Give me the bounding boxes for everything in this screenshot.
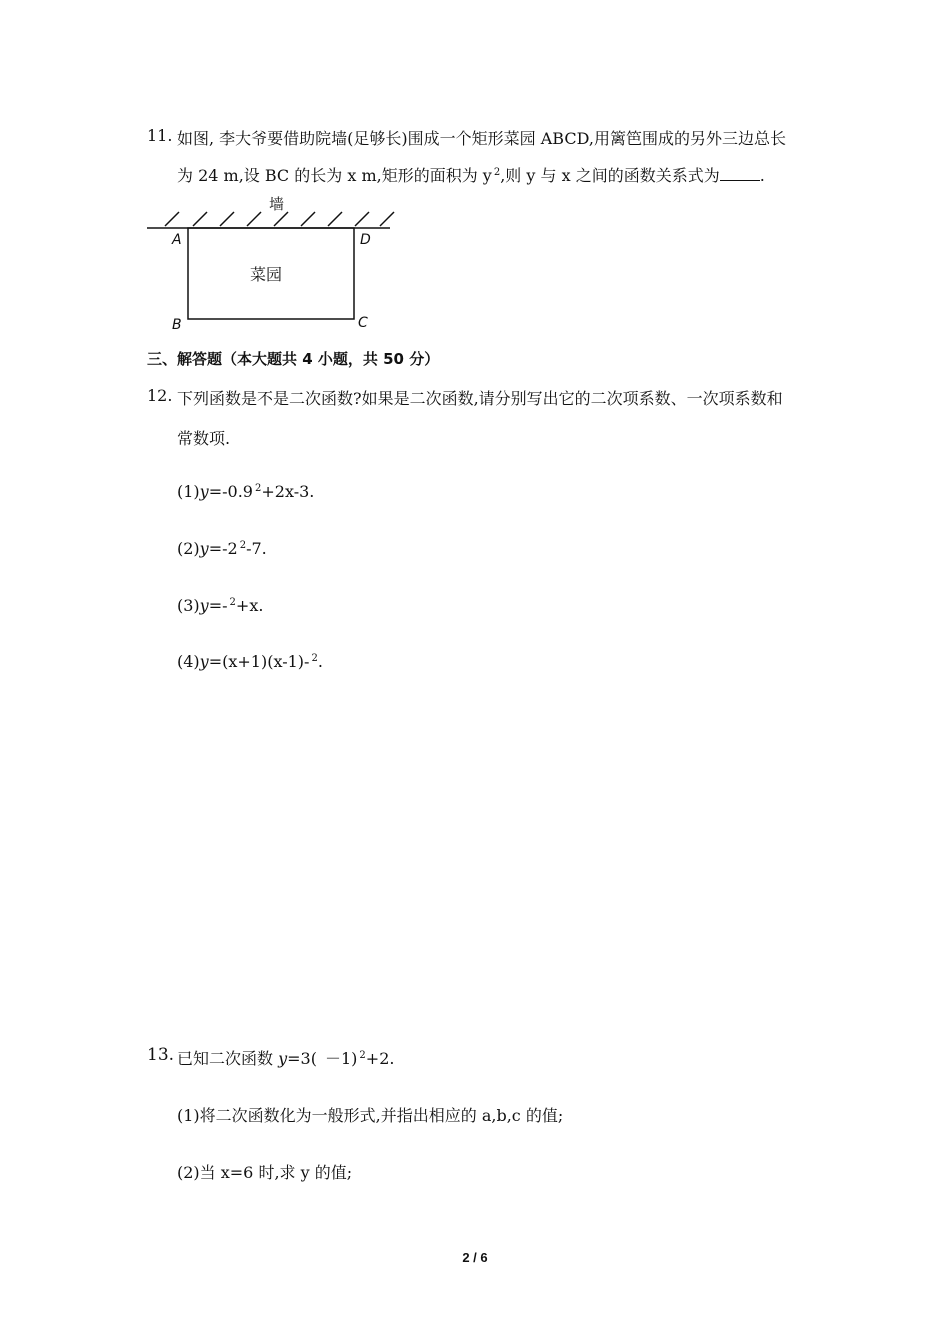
- corner-d-label: D: [360, 232, 371, 248]
- question-13-part-2: (2)当 x=6 时,求 y 的值;: [177, 1163, 353, 1182]
- question-12-item-1: (1)y=-0.9 $^2$+2x-3.: [177, 482, 315, 501]
- question-11-line2-rest: ,则 y 与 x 之间的函数关系式为: [500, 166, 720, 185]
- question-12-number: 12.: [147, 386, 173, 405]
- question-12-line1: 下列函数是不是二次函数?如果是二次函数,请分别写出它的二次项系数、一次项系数和: [177, 389, 783, 408]
- question-12-item-4: (4)y=(x+1)(x-1)- $^2$.: [177, 652, 323, 671]
- wall-label: 墙: [269, 195, 285, 213]
- question-11-line1: 如图, 李大爷要借助院墙(足够长)围成一个矩形菜园 ABCD,用篱笆围成的另外三边总长: [177, 129, 786, 148]
- page-number: 2 / 6: [462, 1250, 488, 1265]
- question-11-line2-end: .: [759, 166, 765, 185]
- question-12-line2: 常数项.: [177, 429, 231, 448]
- question-12-item-2: (2)y=-2 $^2$-7.: [177, 539, 267, 558]
- question-11-line2: [177, 163, 765, 186]
- question-11-line2-text: 为 24 m,设 BC 的长为 x m,矩形的面积为 y: [177, 166, 492, 185]
- garden-figure: [140, 192, 410, 337]
- corner-b-label: B: [172, 317, 182, 333]
- corner-a-label: A: [172, 232, 182, 248]
- question-11-line2-sup: 2: [493, 166, 501, 178]
- garden-label: 菜园: [250, 265, 283, 284]
- wall-hatching: [165, 212, 394, 226]
- section-3-title: 三、解答题（本大题共 4 小题，共 50 分）: [147, 350, 440, 368]
- corner-c-label: C: [358, 315, 368, 331]
- answer-blank: [720, 166, 760, 181]
- question-13-number: 13.: [147, 1045, 175, 1065]
- question-13-line1: 已知二次函数 y=3( －1) $^2$+2.: [177, 1049, 395, 1068]
- question-13-part-1: (1)将二次函数化为一般形式,并指出相应的 a,b,c 的值;: [177, 1106, 564, 1125]
- question-11-number: 11.: [147, 126, 173, 145]
- question-12-item-3: (3)y=- $^2$+x.: [177, 596, 264, 615]
